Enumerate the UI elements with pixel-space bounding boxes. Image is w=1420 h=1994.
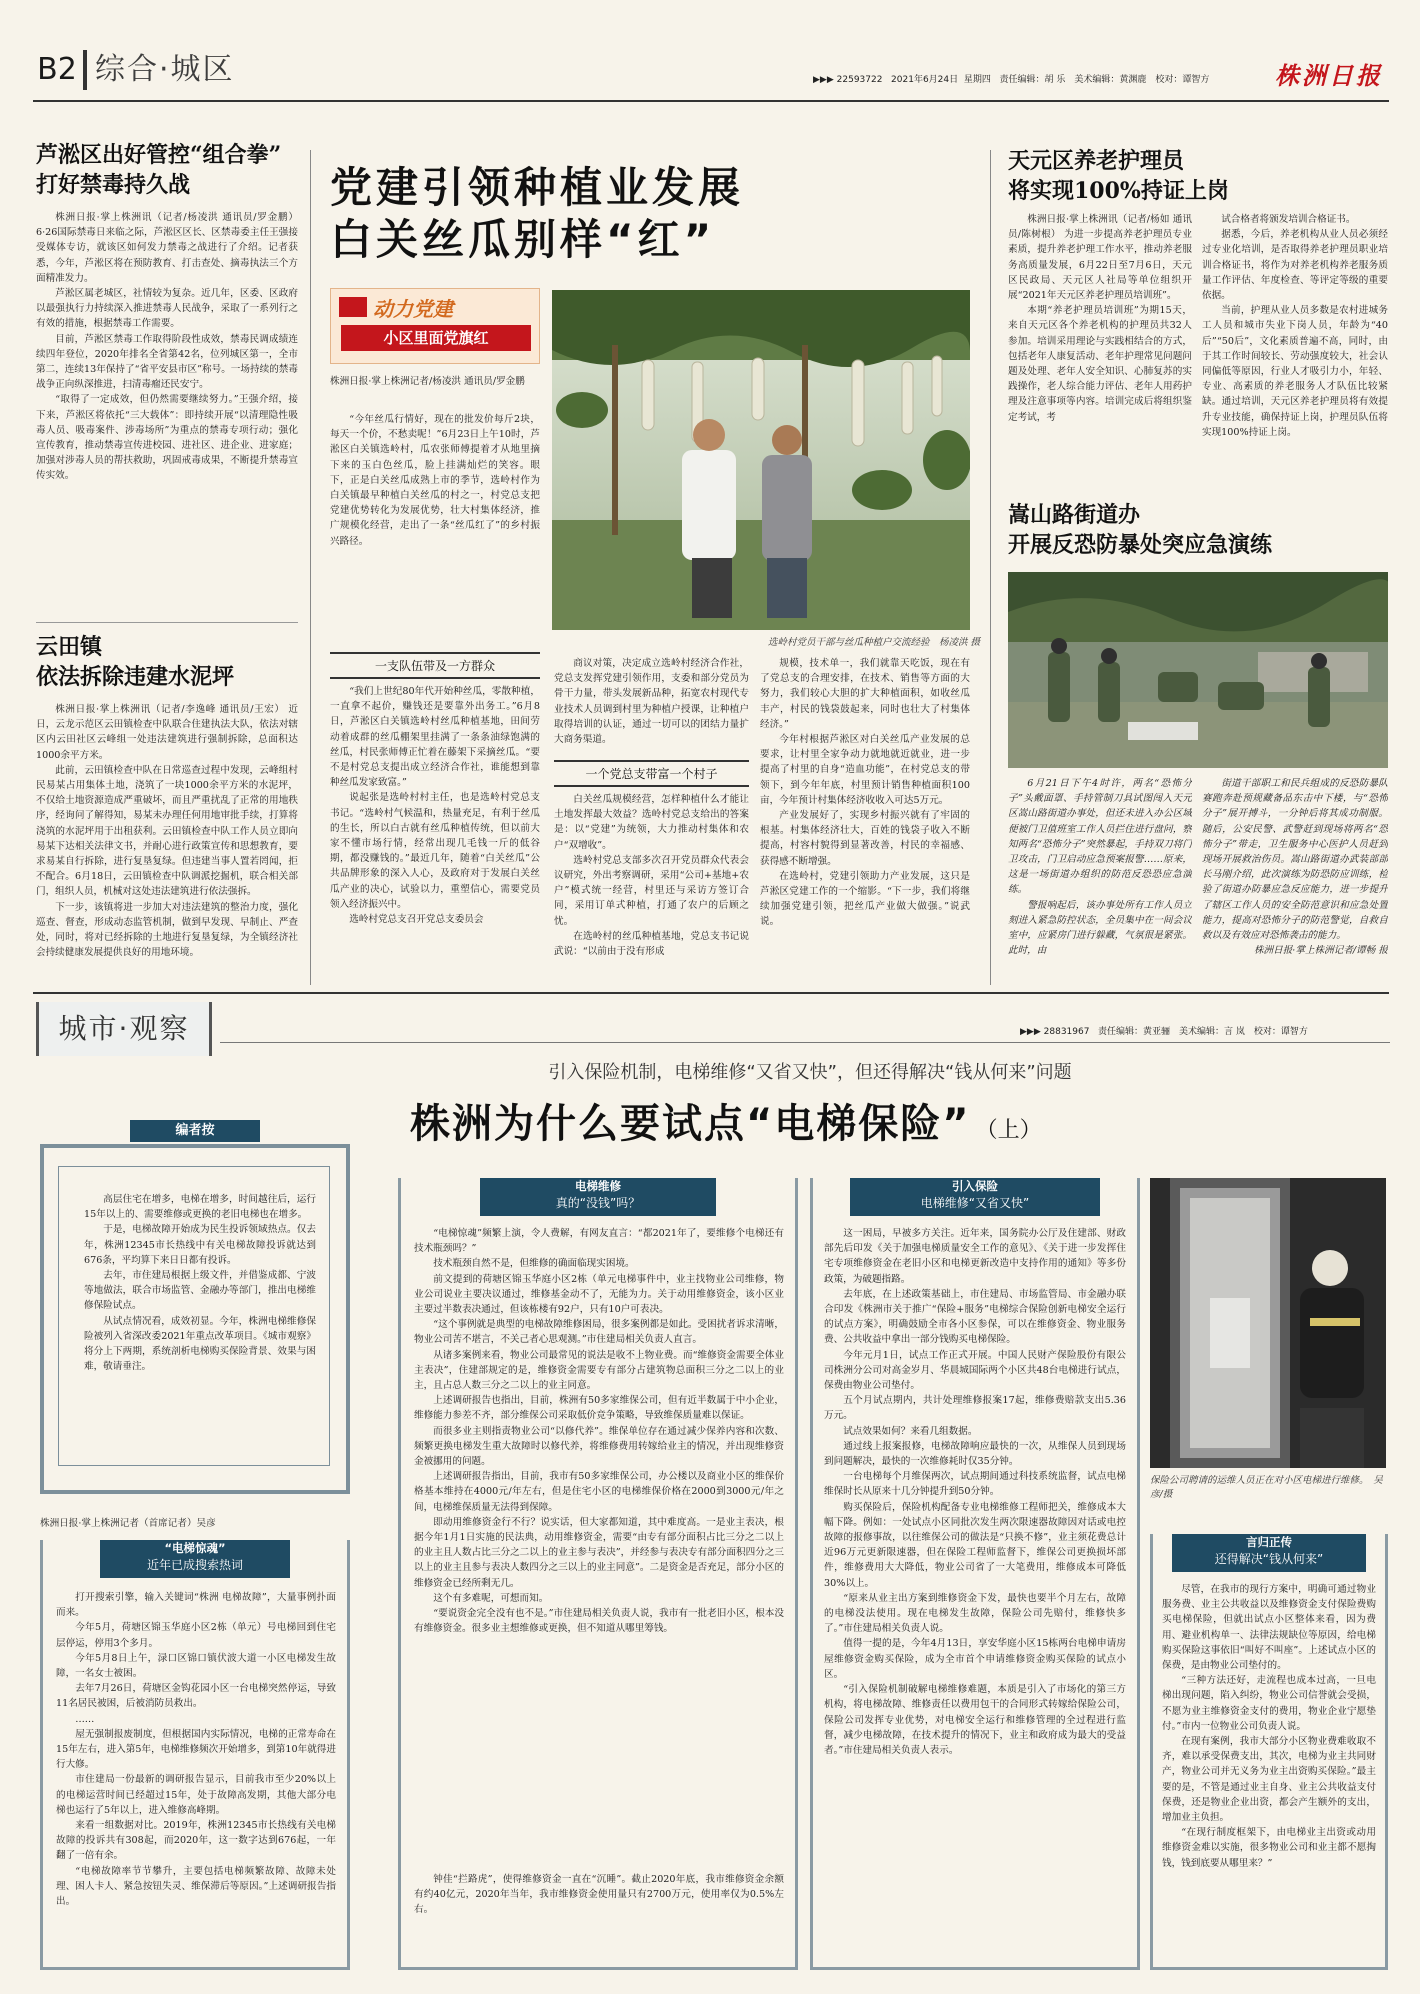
sec2-para: “要说资金完全没有也不是。”市住建局相关负责人说，我市有一批老旧小区，根本没有维修资金。很多业主想维修或更换，但不知道从哪里筹钱。	[414, 1608, 784, 1635]
phone-number: 22593722	[836, 75, 883, 85]
badge-flag-icon	[339, 297, 367, 317]
note-para: 从试点情况看，成效初显。今年，株洲电梯维修保险被列入省深改委2021年重点改革项目。《城市观察》将分上下两期，系统剖析电梯购买保险背景、效果与困难，敬请垂注。	[84, 1315, 316, 1373]
sec3-para: 今年元月1日，试点工作正式开展。中国人民财产保险股份有限公司株洲分公司对高金岁月、华晨城国际两个小区共48台电梯进行试点，保费由物业公司垫付。	[824, 1349, 1126, 1392]
lufa-col2b	[554, 792, 749, 980]
lufa-para: 产业发展好了，实现乡村振兴就有了牢固的根基。村集体经济壮大，百姓的钱袋子收入不断提高，村容村貌得到显著改善，村民的幸福感、获得感不断增强。	[760, 810, 970, 867]
editor-note-box	[40, 1120, 350, 1510]
sec4-body	[1162, 1582, 1376, 1964]
paper-logo: 株洲日报	[1275, 61, 1383, 90]
lufa-title-2: 白关丝瓜别样“红”	[330, 215, 716, 264]
yuntian-title-2: 依法拆除违建水泥坪	[36, 664, 235, 690]
note-para: 于是，电梯故障开始成为民生投诉领域热点。仅去年，株洲12345市长热线中有关电梯故障投诉就达到676条，平均算下来日日都有投诉。	[84, 1224, 316, 1266]
elevator-part: （上）	[975, 1118, 1042, 1143]
lufa-lead-para: “今年丝瓜行情好，现在的批发价每斤2块，每天一个价，不愁卖呢！”6月23日上午10时，芦淞区白关镇选岭村，瓜农张师傅提着才从地里摘下来的玉白色丝瓜，脸上挂满灿烂的笑容。眼下，正是白关丝瓜成熟上市的季节，选岭村作为白关镇最早种植白关丝瓜的村之一，村党总支把党建优势转化为发展优势，壮大村集体经济，推广规模化经营，走出了一条“丝瓜红了”的乡村振兴路径。	[330, 414, 540, 547]
sec3-para: 通过线上报案报修，电梯故障响应最快的一次，从维保人员到现场到问题解决，最快的一次维修耗时仅35分钟。	[824, 1440, 1126, 1468]
tianyuan-col2	[1202, 212, 1388, 492]
sec4-para: “三种方法还好，走流程也成本过高，一旦电梯出现问题，陷入纠纷，物业公司信誉就会受损，不愿为业主维修资金支付的费用，物业企业宁愿垫付。”市内一位物业公司负责人说。	[1162, 1675, 1376, 1732]
sec4-head-2: 还得解决“钱从何来”	[1214, 1552, 1324, 1566]
songshan-headline	[1008, 500, 1388, 566]
lufa-subhead-1: 一支队伍带及一方群众	[330, 652, 540, 679]
sec3-head	[850, 1178, 1100, 1216]
elevator-photo-graphic	[1150, 1178, 1386, 1468]
tianyuan-title-2: 将实现100%持证上岗	[1008, 178, 1229, 204]
elevator-headline	[410, 1092, 1270, 1152]
sec1-para: 打开搜索引擎，输入关键词“株洲 电梯故障”，大量事例扑面而来。	[56, 1592, 336, 1619]
sec2-para: 前文提到的荷塘区锦玉华庭小区2栋（单元电梯事件中，业主找物业公司维修，物业公司说业主要决议通过，维修基金动不了，无能为力。关于动用维修资金，该小区业主要过半数表决通过，但该栋楼有92户，只有10户可表决。	[414, 1273, 784, 1316]
elevator-kicker: 引入保险机制，电梯维修“又省又快”，但还得解决“钱从何来”问题	[548, 1062, 1072, 1083]
lukou-para: 芦淞区属老城区，社情较为复杂。近几年，区委、区政府以最强执行力持续深入推进禁毒人民战争，采取了一系列行之有效的措施，根据禁毒工作需要。	[36, 288, 298, 330]
sec2-head-2: 真的“没钱”吗？	[555, 1196, 641, 1210]
elevator-photo-caption: 保险公司聘请的运维人员正在对小区电梯进行维修。 吴彦/摄	[1150, 1475, 1383, 1500]
lufa-para: 规模，技术单一，我们就靠天吃饭，现在有了党总支的合理安排，在技术、销售等方面的大努力，我们较心大胆的扩大种植面积，如收丝瓜丰产，村民的钱袋鼓起来，同时也壮大了村集体经济。”	[760, 658, 970, 730]
songshan-title-1: 嵩山路街道办	[1008, 502, 1141, 528]
trellis-photo-graphic	[552, 290, 970, 630]
sec4-para: “在现行制度框架下，由电梯业主出资或动用维修资金难以实施，很多物业公司和业主都不愿掏钱，钱到底要从哪里来？”	[1162, 1827, 1376, 1869]
yuntian-para: 株洲日报·掌上株洲讯（记者/李逸峰 通讯员/王宏） 近日，云龙示范区云田镇检查中队联合住建执法大队，依法对辖区内云田社区云峰组一处违法建筑进行强制拆除，总面积达1000余平方米。	[36, 704, 298, 761]
lufa-para: 选岭村党总支部多次召开党员群众代表会议研究，外出考察调研，采用“公司+基地+农户”模式统一经营，村里还与采访方签订合同，采用订单式种植，打通了农户的后顾之忧。	[554, 854, 749, 927]
section2-label-box	[36, 1002, 212, 1056]
editor-note-body	[84, 1192, 316, 1454]
tianyuan-para: 株洲日报·掌上株洲讯（记者/杨如 通讯员/陈树根） 为进一步提高养老护理员专业素质，提升养老护理工作水平，推动养老服务高质量发展，6月22日至7月6日，天元区民政局、天元区人社局等单位组织开展“2021年天元区养老护理员培训班”。	[1008, 214, 1192, 302]
sec3-body	[824, 1226, 1126, 1964]
drill-photo	[1008, 572, 1388, 768]
lufa-para: 今年村根据芦淞区对白关丝瓜产业发展的总要求，让村里全家争动力就地就近就业，进一步提高了村里的自身“造血功能”，在村党总支的带领下，到今年年底，村里预计销售种植面积100亩，今年预计村集体经济收收入可达5万元。	[760, 734, 970, 806]
lufa-para: 白关丝瓜规模经营，怎样种植什么才能让土地发挥最大效益？选岭村党总支给出的答案是：以“党建”为统领，大力推动村集体和农户“双增收”。	[554, 794, 749, 851]
lufa-para: 选岭村党总支召开党总支委员会	[349, 914, 484, 926]
issue-weekday: 星期四	[963, 75, 991, 85]
masthead-rule	[33, 100, 1389, 102]
sec4-para: 在现有案例，我市大部分小区物业费难收取不齐，难以承受保费支出，其次，电梯为业主共同财产，物业公司并无义务为业主出资购买保险。”最主要的是，不管是通过业主自身、业主公共收益支付保费，还是物业企业出资，都会产生额外的支出，增加业主负担。	[1162, 1736, 1376, 1824]
yuntian-title-1: 云田镇	[36, 634, 103, 660]
sec1-para: 来看一组数据对比。2019年，株洲12345市长热线有关电梯故障的投诉共有308起，而2020年，这一数字达到676起，一年翻了一倍有余。	[56, 1820, 336, 1862]
lufa-title-1: 党建引领种植业发展	[330, 163, 745, 212]
masthead	[33, 42, 1389, 100]
section2-label: 城市·观察	[58, 1012, 190, 1045]
lufa-subhead-2: 一个党总支带富一个村子	[554, 760, 749, 787]
sec3-head-2: 电梯维修“又省又快”	[920, 1196, 1030, 1210]
sec3-para: 值得一提的是，今年4月13日，享安华庭小区15栋两台电梯申请房屋维修资金购买保险，成为全市首个申请维修资金购买保险的试点小区。	[824, 1638, 1126, 1680]
sec1-head	[100, 1540, 290, 1578]
sec1-para: 市住建局一份最新的调研报告显示，目前我市至少20%以上的电梯运营时间已经超过15年，处于故障高发期，其他大部分电梯也运行了5年以上，进入维修高峰期。	[56, 1774, 336, 1816]
sec2-para: 技术瓶颈自然不是，但维修的确面临现实困境。	[433, 1258, 635, 1270]
sec1-para: 今年5月，荷塘区锦玉华庭小区2栋（单元）号电梯回到住宅层停运，停用3个多月。	[56, 1622, 336, 1649]
tianyuan-para: 试合格者将颁发培训合格证书。	[1221, 214, 1356, 225]
tianyuan-para: 当前，护理从业人员多数是农村进城务工人员和城市失业下岗人员，年龄为“40后”“50后”，文化素质普遍不高，同时，由于其工作时间较长、劳动强度较大，社会认同偏低等原因，行业人才吸引力小，年轻、专业、高素质的养老服务人才队伍比较紧缺。通过培训，天元区养老护理员将有效提升专业技能，确保持证上岗，护理员队伍将实现100%持证上岗。	[1202, 305, 1388, 438]
drill-photo-graphic	[1008, 572, 1388, 768]
lukou-title-1: 芦淞区出好管控“组合拳”	[36, 142, 282, 168]
songshan-col1	[1008, 776, 1192, 982]
arrow-icon: ▶▶▶	[1020, 1027, 1041, 1037]
sec2-para: 上述调研报告指出，目前，我市有50多家维保公司，办公楼以及商业小区的维保价格基本维持在4000元/年左右，但是住宅小区的电梯维保价格在2000到3000元/年之间，电梯维保质量无法得到保障。	[414, 1471, 784, 1513]
note-para: 高层住宅在增多，电梯在增多，时间越往后，运行15年以上的、需要维修或更换的老旧电梯也在增多。	[84, 1194, 316, 1221]
sec2-para: 上述调研报告也指出，目前，株洲有50多家维保公司，但有近半数属于中小企业，维修能力参差不齐，部分维保公司采取低价竞争策略，导致维保质量难以保证。	[414, 1395, 784, 1422]
sec2-para: 这个有多难呢，可想而知。	[433, 1592, 549, 1604]
section2-info	[1020, 1024, 1390, 1038]
lufa-col3	[760, 656, 970, 980]
sec1-para: ……	[75, 1713, 95, 1725]
issue-date: 2021年6月24日	[891, 75, 959, 85]
yuntian-para: 此前，云田镇检查中队在日常巡查过程中发现，云峰组村民易某占用集体土地，浇筑了一块1000余平方米的水泥坪，不仅给土地资源造成严重破坏，而且严重扰乱了正常的用地秩序，经询问了解得知，易某未办理任何用地审批手续，打算将浇筑的水泥坪用于出租获利。云田镇检查中队工作人员立即向易某下达相关法律文书，并耐心进行政策宣传和思想教育，要求易某自行拆除，进行复垦复绿。但违建当事人置若罔闻，拒不配合。6月18日，云田镇检查中队调派挖掘机，联合相关部门，组织人员，机械对这处违法建筑进行依法强拆。	[36, 764, 298, 898]
sec3-head-1: 引入保险	[952, 1179, 998, 1193]
party-badge	[330, 288, 540, 364]
center-frame-right	[990, 150, 991, 985]
lufa-photo	[552, 290, 970, 630]
tianyuan-col1	[1008, 212, 1192, 492]
arrow-icon: ▶▶▶	[813, 75, 834, 85]
sec3-para: “原来从业主出方案到维修资金下发，最快也要半个月左右，故障的电梯没法使用。现在电梯发生故障，保险公司先赔付，维修快多了。”市住建局相关负责人说。	[824, 1592, 1126, 1635]
sec2-para: 而很多业主则指责物业公司“以修代养”。维保单位存在通过减少保养内容和次数、频繁更换电梯发生重大故障时以修代养，将维修费用转嫁给业主的情况，并出现维修资金被挪用的问题。	[414, 1425, 784, 1468]
masthead-info	[813, 72, 1233, 86]
songshan-col2	[1202, 776, 1388, 982]
sec2-para: “电梯惊魂”频繁上演，令人费解，有网友直言：“都2021年了，要维修个电梯还有技术瓶颈吗？”	[414, 1228, 784, 1255]
lukou-para: 株洲日报·掌上株洲讯（记者/杨凌洪 通讯员/罗金鹏） 6·26国际禁毒日来临之际，芦淞区区长、区禁毒委主任王强接受媒体专访，就该区如何发力禁毒之战进行了介绍。记者获悉，今年，芦淞区将在预防教育、打击查处、摘毒执法三个方面精准发力。	[36, 212, 298, 284]
lufa-para: “我们上世纪80年代开始种丝瓜，零散种植，一直拿不起价，赚钱还是要靠外出务工。”6月8日，芦淞区白关镇选岭村丝瓜种植基地，田间劳动着成群的丝瓜棚架里挂满了一条条油绿饱满的丝瓜，村民张师傅正忙着在藤架下采摘丝瓜。“要不是村党总支提出成立经济合作社，谁能想到靠种丝瓜发家致富。”	[330, 686, 540, 789]
lufa-headline	[330, 162, 970, 272]
lufa-para: 在选岭村的丝瓜种植基地，党总支书记说武说：“以前由于没有形成	[554, 930, 749, 958]
sec1-para: 去年7月26日，荷塘区金钩花园小区一台电梯突然停运，导致11名居民被困，后被消防员救出。	[56, 1683, 336, 1710]
songshan-title-2: 开展反恐防暴处突应急演练	[1008, 532, 1273, 558]
sec2-para: 钟佳“拦路虎”，使得维修资金一直在“沉睡”。截止2020年底，我市维修资金余额有约40亿元，2020年当年，我市维修资金使用量只有2700万元，使用率仅为0.5%左右。	[414, 1874, 784, 1916]
badge-title: 动力党建	[373, 297, 453, 321]
sec3-para: 购买保险后，保险机构配备专业电梯维修工程师把关，维修成本大幅下降。例如：一处试点小区同批次发生两次限速器故障因对话或电控故障的报修事故，以往维保公司的做法是“只换不修”，业主须花费总计近96万元更新限速器，但在保险工程师监督下，维保公司更换损坏部件，维修费用大大降低，物业公司省了一大笔费用，维修成本可降低30%以上。	[824, 1501, 1126, 1589]
songshan-para: 警报响起后，该办事处所有工作人员立刻进入紧急防控状态，全员集中在一间会议室中，应紧房门进行躲藏，气氛很是紧张。此时，由	[1008, 899, 1192, 957]
sec1-head-2: 近年已成搜索热词	[146, 1558, 243, 1572]
sec3-para: 一台电梯每个月维保两次，试点期间通过科技系统监督，试点电梯维保时长从原来十几分钟提升到50分钟。	[824, 1471, 1126, 1498]
sec2-para: “这个事例就是典型的电梯故障维修困局，很多案例都是如此。受困扰者诉求清晰，物业公司苦不堪言，不关己者心思观测。”市住建局相关负责人直言。	[414, 1319, 784, 1346]
sec4-para: 尽管，在我市的现行方案中，明确可通过物业服务费、业主公共收益以及维修资金支付保险费购买电梯保险，但就出试点小区整体来看，因为费用、避业机构单一、法律法规缺位等原因，给电梯购买保险这事依旧“叫好不叫座”。上述试点小区的保费，是由物业公司垫付的。	[1162, 1584, 1376, 1672]
column-divider	[36, 622, 298, 623]
sec1-para: 今年5月8日上午，渌口区锦口镇伏波大道一小区电梯发生故障，一名女士被困。	[56, 1652, 336, 1680]
lufa-col2	[554, 656, 749, 756]
lufa-col1	[330, 684, 540, 980]
badge-subtitle: 小区里面党旗红	[341, 325, 531, 351]
sec2-tail	[414, 1872, 784, 1964]
sec2-para: 从诸多案例来看，物业公司最常见的说法是收不上物业费。而“维修资金需要全体业主表决”，住建部规定的是，维修资金需要专有部分占建筑物总面积三分之二以上的业主，且占总人数三分之二以上的业主同意。	[414, 1349, 784, 1392]
lukou-story	[36, 140, 298, 615]
section-title: 综合·城区	[95, 52, 235, 87]
songshan-para: 街道干部职工和民兵组成的反恐防暴队赛跑奔赴预规藏备品东击中下楼，与“恐怖分子”展开搏斗，一分钟后将其成功制服。随后，公安民警、武警赶到现场将两名“恐怖分子”带走，卫生服务中心医护人员赶到现场开展救治伤员。嵩山路街道办武装部部长马刚介绍，此次演练为防恐防应训练，检验了街道办防暴应急反应能力，进一步提升了辖区工作人员的安全防范意识和应急处置能力，提高对恐怖分子的防范警觉，自救自救以及有效应对恐怖袭击的能力。	[1202, 778, 1388, 942]
lufa-byline: 株洲日报·掌上株洲记者/杨凌洪 通讯员/罗金鹏	[330, 376, 525, 387]
lufa-photo-caption: 选岭村党员干部与丝瓜种植户交流经验 杨凌洪 摄	[767, 637, 980, 648]
sec3-para: 去年底，在上述政策基础上，市住建局、市场监管局、市金融办联合印发《株洲市关于推广“保险+服务”电梯综合保险创新电梯安全运行的试点方案》，明确鼓励全市各小区参保，可以在维修资金、物业服务费、公共收益中拿出一部分钱购买电梯保险。	[824, 1288, 1126, 1346]
elevator-byline: 株洲日报·掌上株洲记者（首席记者）吴彦	[40, 1518, 216, 1529]
section2-phone: 28831967	[1043, 1027, 1090, 1037]
yuntian-story	[36, 632, 298, 959]
lukou-para: “取得了一定成效，但仍然需要继续努力。”王强介绍，接下来，芦淞区将依托“三大载体”：即持续开展“以清理隐性吸毒人员、吸毒案件、涉毒场所”为重点的禁毒专项行动；强化宣传教育，推动禁毒宣传进校园、进社区、进企业、进家庭；加强对涉毒人员的帮扶救助，巩固戒毒成果，不断提升禁毒宣传实效。	[36, 394, 298, 482]
sec3-para: 这一困局，早被多方关注。近年来，国务院办公厅及住建部、财政部先后印发《关于加强电梯质量安全工作的意见》、《关于进一步发挥住宅专项维修资金在老旧小区和电梯更新改造中支持作用的通知》等多份政策，为破题指路。	[824, 1228, 1126, 1285]
lufa-para: 商议对策，决定成立选岭村经济合作社，党总支发挥党建引领作用，支委和部分党员为骨干力量，带头发展新品种，拓宽农村现代专业技术人员调到村里为种植户授课，让种植户取得培训的认证，通过一切可以的团结力量扩大商务渠道。	[554, 658, 749, 746]
elevator-title: 株洲为什么要试点“电梯保险”	[410, 1101, 971, 1147]
lukou-title-2: 打好禁毒持久战	[36, 172, 191, 198]
section2-rule	[220, 1042, 1390, 1043]
sec3-para: 试点效果如何？来看几组数据。	[843, 1425, 978, 1437]
lufa-para: 说起张是选岭村村主任，也是选岭村党总支书记。“选岭村气候温和，热量充足，有利于丝瓜的生长，所以白古就有丝瓜种植传统，但以前大家不懂市场行情，经常出现几毛钱一斤的低谷期，都没赚钱的。”最近几年，随着“白关丝瓜”公共品牌形象的深入人心，及政府对于发展白关丝瓜产业的决心，试验以力，重塑信心，需要党员领入经济振兴中。	[330, 792, 540, 910]
sec1-para: “电梯故障率节节攀升，主要包括电梯频繁故障、故障未处理、困人卡人、紧急按钮失灵、维保滞后等原因。”上述调研报告指出。	[56, 1865, 336, 1908]
lufa-para: 在选岭村，党建引领助力产业发展，这只是芦淞区党建工作的一个缩影。“下一步，我们将继续加强党建引领，把丝瓜产业做大做强。”说武说。	[760, 870, 970, 928]
sec4-head	[1172, 1534, 1366, 1572]
lukou-body	[36, 210, 298, 605]
tianyuan-para: 本期“养老护理员培训班”为期15天，来自天元区各个养老机构的护理员共32人参加。培训采用理论与实践相结合的方式，包括老年人康复活动、老年护理常见问题问题及处理、老年人安全知识、心肺复苏的实践操作，老人综合能力评估、老年人用药护理及注意事项等内容。培训完成后将组织鉴定考试，考	[1008, 305, 1192, 423]
lukou-para: 目前，芦淞区禁毒工作取得阶段性成效，禁毒民调成绩连续四年登位，2020年排名全省第42名，位列城区第一，全市第二，连续13年保持了“省平安县市区”称号。一场持续的禁毒战争正向纵深推进，扫清毒瘤还民安宁。	[36, 333, 298, 391]
center-frame-left	[310, 150, 311, 985]
page-code-bar	[83, 50, 87, 90]
sec4-head-1: 言归正传	[1246, 1535, 1292, 1549]
sec3-para: “引入保险机制破解电梯维修难题，本质是引入了市场化的第三方机构，将电梯故障、维修责任以费用包干的合同形式转嫁给保险公司，保险公司发挥专业优势，对电梯安全运行和维修管理的全过程进行监督，减少电梯故障，在技术提升的情况下，业主和政府成为最大的受益者。”市住建局相关负责人表示。	[824, 1684, 1126, 1756]
editor-credits: 责任编辑：胡 乐 美术编辑：黄渊鹿 校对：谭智方	[999, 75, 1210, 85]
sec2-para: 即动用维修资金行不行？说实话，但大家都知道，其中难度高。一是业主表决，根据今年1月1日实施的民法典，动用维修资金，需要“由专有部分面积占比三分之二以上的业主且人数占比三分之二以上的业主参与表决”，并经参与表决专有部分面积四分之三以上的业主且参与表决人数四分之三以上的业主同意”。二是资金是否充足，部分小区的维修资金已经所剩无几。	[414, 1516, 784, 1589]
songshan-para: 6月21日下午4时许，两名“恐怖分子”头戴面罩、手持管制刀具试图闯入天元区嵩山路街道办事处，但还未进入办公区域便被门卫值班室工作人员拦住进行盘问，察知两名“恐怖分子”突然暴起，手持双刀将门卫攻击，门卫启动应急预案报警……原来，这是一场街道办组织的防范反恐恐应急演练。	[1008, 778, 1192, 896]
sec2-head	[480, 1178, 716, 1216]
yuntian-para: 下一步，该镇将进一步加大对违法建筑的整治力度，强化巡查、督查，形成动态监管机制，做到早发现、早制止、严查处，同时，将对已经拆除的土地进行复垦复绿，为全镇经济社会持续健康发展提供良好的用地环境。	[36, 901, 298, 959]
lufa-lead	[330, 412, 540, 644]
tianyuan-para: 据悉，今后，养老机构从业人员必须经过专业化培训，是否取得养老护理员职业培训合格证书，将作为对养老机构养老服务质量工作评估、年度检查、等评定等级的重要依据。	[1202, 229, 1388, 302]
sec3-para: 五个月试点期内，共计处理维修报案17起，维修费赔款支出5.36万元。	[824, 1395, 1126, 1422]
songshan-para: 株洲日报·掌上株洲记者/谭畅 报	[1253, 945, 1388, 957]
sec1-para: 屋无强制报废制度，但根据国内实际情况，电梯的正常寿命在15年左右，进入第5年，电梯维修频次开始增多，到第10年就得进行大修。	[56, 1728, 336, 1771]
elevator-photo	[1150, 1178, 1386, 1468]
tianyuan-title-1: 天元区养老护理员	[1008, 148, 1185, 174]
page-code: B2	[37, 52, 77, 87]
sec1-head-1: “电梯惊魂”	[164, 1541, 226, 1555]
section2-editors: 责任编辑：黄亚骊 美术编辑：言 岚 校对：谭智方	[1098, 1027, 1308, 1037]
editor-note-label: 编者按	[130, 1120, 260, 1142]
sec1-body	[56, 1590, 336, 1962]
sec2-head-1: 电梯维修	[575, 1179, 621, 1193]
note-para: 去年，市住建局根据上级文件，并借鉴成都、宁波等地做法，联合市场监管、金融办等部门，推出电梯维修保险试点。	[84, 1270, 316, 1312]
sec2-body	[414, 1226, 784, 1866]
section2-top-rule	[33, 992, 1389, 994]
